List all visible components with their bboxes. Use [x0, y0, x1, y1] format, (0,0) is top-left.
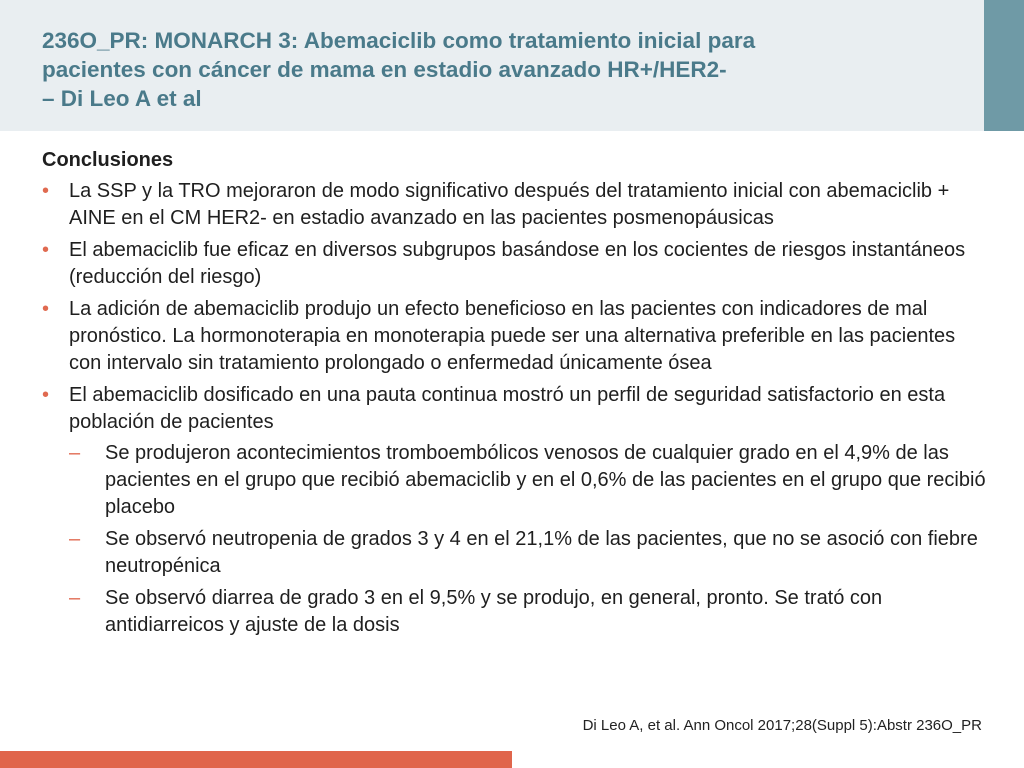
sub-bullet-marker: – — [69, 587, 81, 609]
bullet-marker: • — [42, 180, 50, 202]
section-heading: Conclusiones — [42, 149, 174, 171]
sub-bullet-marker: – — [69, 528, 81, 550]
slide-body — [42, 147, 992, 644]
title-line-2: pacientes con cáncer de mama en estadio avanzado HR+/HER2- — [42, 57, 727, 82]
bullet-item — [42, 296, 992, 377]
sub-bullet-item — [69, 440, 992, 521]
bullet-text: La adición de abemaciclib produjo un efecto beneficioso en las pacientes con indicadores de mal pronóstico. La hormonoterapia en monoterapia puede ser una alternativa preferible en las pacientes con intervalo sin tratamiento prolongado o enfermedad únicamente ósea — [69, 298, 956, 374]
title-line-1: 236O_PR: MONARCH 3: Abemaciclib como tratamiento inicial para — [42, 28, 756, 53]
sub-bullet-list — [69, 440, 992, 639]
bullet-list — [42, 178, 992, 639]
slide-header — [0, 0, 1024, 131]
bullet-text: El abemaciclib dosificado en una pauta continua mostró un perfil de seguridad satisfactorio en esta población de pacientes — [69, 384, 946, 433]
footer-accent-bar — [0, 751, 512, 768]
sub-bullet-item — [69, 585, 992, 639]
sub-bullet-marker: – — [69, 442, 81, 464]
citation: Di Leo A, et al. Ann Oncol 2017;28(Suppl 5):Abstr 236O_PR — [582, 717, 982, 734]
bullet-item — [42, 237, 992, 291]
sub-bullet-text: Se observó neutropenia de grados 3 y 4 en el 21,1% de las pacientes, que no se asoció con fiebre neutropénica — [105, 528, 978, 577]
sub-bullet-text: Se observó diarrea de grado 3 en el 9,5% y se produjo, en general, pronto. Se trató con antidiarreicos y ajuste de la dosis — [105, 587, 883, 636]
bullet-text: El abemaciclib fue eficaz en diversos subgrupos basándose en los cocientes de riesgos instantáneos (reducción del riesgo) — [69, 239, 966, 288]
title-line-3: – Di Leo A et al — [42, 86, 202, 111]
sub-bullet-item — [69, 526, 992, 580]
bullet-item — [42, 178, 992, 232]
header-accent-bar — [984, 0, 1024, 131]
bullet-item — [42, 382, 992, 639]
bullet-marker: • — [42, 239, 50, 261]
bullet-marker: • — [42, 298, 50, 320]
bullet-text: La SSP y la TRO mejoraron de modo significativo después del tratamiento inicial con abemaciclib + AINE en el CM HER2- en estadio avanzado en las pacientes posmenopáusicas — [69, 180, 950, 229]
slide-title — [42, 26, 942, 113]
sub-bullet-text: Se produjeron acontecimientos tromboembólicos venosos de cualquier grado en el 4,9% de las pacientes en el grupo que recibió abemaciclib y en el 0,6% de las pacientes en el grupo que recibió placebo — [105, 442, 986, 518]
bullet-marker: • — [42, 384, 50, 406]
